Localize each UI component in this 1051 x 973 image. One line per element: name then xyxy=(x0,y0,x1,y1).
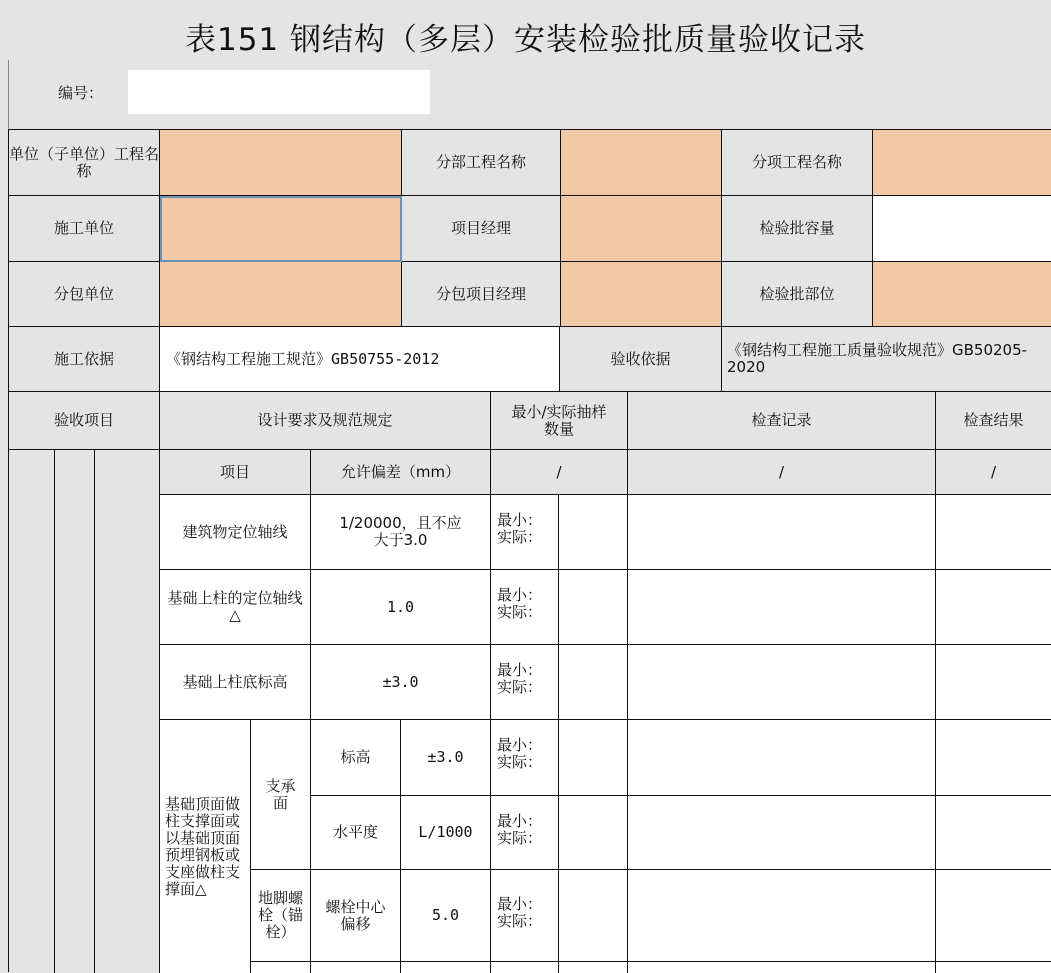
row-sample-field[interactable] xyxy=(559,645,628,720)
subheader-tolerance: 允许偏差（mm） xyxy=(311,450,491,495)
anchor-next-cell xyxy=(251,962,311,973)
next-row-cell xyxy=(628,962,936,973)
row-sample-field[interactable] xyxy=(559,570,628,645)
subheader-sample-slash: / xyxy=(491,450,628,495)
row-tolerance: 1/20000，且不应大于3.0 xyxy=(311,495,491,570)
anchor-label: 地脚螺栓（锚栓） xyxy=(251,870,311,962)
result-label: 检查结果 xyxy=(936,392,1051,450)
subrow-record-field[interactable] xyxy=(628,796,936,870)
control-column xyxy=(55,450,95,973)
subrow-sample-field[interactable] xyxy=(559,870,628,962)
subheader-record-slash: / xyxy=(628,450,936,495)
next-row-cell xyxy=(311,962,401,973)
subrow-sample-label xyxy=(491,720,559,796)
row-item: 基础上柱的定位轴线△ xyxy=(160,570,311,645)
row-sample-label xyxy=(491,570,559,645)
row-item: 建筑物定位轴线 xyxy=(160,495,311,570)
page-title: 表151 钢结构（多层）安装检验批质量验收记录 xyxy=(184,22,867,58)
subrow-name: 螺栓中心偏移 xyxy=(311,870,401,962)
subrow-sample-field[interactable] xyxy=(559,796,628,870)
sub-pm-field[interactable] xyxy=(561,262,722,327)
subdivision-field[interactable] xyxy=(561,130,722,196)
row-record-field[interactable] xyxy=(628,645,936,720)
sub-pm-label: 分包项目经理 xyxy=(402,262,561,327)
code-field[interactable] xyxy=(128,70,430,114)
subrow-sample-field[interactable] xyxy=(559,720,628,796)
record-label: 检查记录 xyxy=(628,392,936,450)
subrow-name: 标高 xyxy=(311,720,401,796)
actual-label: 实际： xyxy=(497,753,543,771)
row-sample-label xyxy=(491,645,559,720)
subheader-result-slash: / xyxy=(936,450,1051,495)
actual-label: 实际： xyxy=(497,528,543,546)
subrow-tolerance: ±3.0 xyxy=(401,720,491,796)
acceptance-basis-label: 验收依据 xyxy=(560,327,722,392)
subdivision-label: 分部工程名称 xyxy=(402,130,561,196)
subitem-label: 分项工程名称 xyxy=(722,130,873,196)
unit-name-field[interactable] xyxy=(160,130,402,196)
part-label: 检验批部位 xyxy=(722,262,873,327)
project-manager-label: 项目经理 xyxy=(402,196,561,262)
subrow-result-field[interactable] xyxy=(936,870,1051,962)
basis-value[interactable]: 《钢结构工程施工规范》GB50755-2012 xyxy=(160,327,560,392)
subrow-name: 水平度 xyxy=(311,796,401,870)
subitem-field[interactable] xyxy=(873,130,1051,196)
inspection-table xyxy=(8,129,1051,972)
capacity-field[interactable] xyxy=(873,196,1051,262)
category-column xyxy=(9,450,55,973)
capacity-label: 检验批容量 xyxy=(722,196,873,262)
subcontractor-field[interactable] xyxy=(160,262,402,327)
row-tolerance: 1.0 xyxy=(311,570,491,645)
next-row-cell xyxy=(401,962,491,973)
next-row-cell xyxy=(491,962,559,973)
acceptance-basis-value[interactable]: 《钢结构工程施工质量验收规范》GB50205-2020 xyxy=(722,327,1051,392)
next-row-cell xyxy=(559,962,628,973)
subrow-tolerance: L/1000 xyxy=(401,796,491,870)
min-label: 最小： xyxy=(497,511,543,529)
subrow-tolerance: 5.0 xyxy=(401,870,491,962)
clause-column xyxy=(95,450,160,973)
min-label: 最小： xyxy=(497,586,543,604)
actual-label: 实际： xyxy=(497,678,543,696)
subrow-result-field[interactable] xyxy=(936,720,1051,796)
row-record-field[interactable] xyxy=(628,570,936,645)
row-item: 基础上柱底标高 xyxy=(160,645,311,720)
actual-label: 实际： xyxy=(497,912,543,930)
min-label: 最小： xyxy=(497,736,543,754)
subheader-item: 项目 xyxy=(160,450,311,495)
support-face-label: 支承面 xyxy=(251,720,311,870)
row-record-field[interactable] xyxy=(628,495,936,570)
subrow-sample-label xyxy=(491,796,559,870)
actual-label: 实际： xyxy=(497,603,543,621)
row-tolerance: ±3.0 xyxy=(311,645,491,720)
row-result-field[interactable] xyxy=(936,645,1051,720)
subrow-record-field[interactable] xyxy=(628,870,936,962)
subcontractor-label: 分包单位 xyxy=(9,262,160,327)
min-label: 最小： xyxy=(497,812,543,830)
row-sample-label xyxy=(491,495,559,570)
row-sample-field[interactable] xyxy=(559,495,628,570)
min-label: 最小： xyxy=(497,661,543,679)
unit-name-label: 单位（子单位）工程名称 xyxy=(9,130,160,196)
row-result-field[interactable] xyxy=(936,495,1051,570)
subrow-sample-label xyxy=(491,870,559,962)
project-manager-field[interactable] xyxy=(561,196,722,262)
part-field[interactable] xyxy=(873,262,1051,327)
subrow-result-field[interactable] xyxy=(936,796,1051,870)
row-result-field[interactable] xyxy=(936,570,1051,645)
design-req-label: 设计要求及规范规定 xyxy=(160,392,491,450)
sample-label: 最小/实际抽样数量 xyxy=(491,392,628,450)
basis-label: 施工依据 xyxy=(9,327,160,392)
code-label: 编号： xyxy=(58,84,104,102)
actual-label: 实际： xyxy=(497,829,543,847)
subrow-record-field[interactable] xyxy=(628,720,936,796)
contractor-field[interactable] xyxy=(160,196,402,262)
contractor-label: 施工单位 xyxy=(9,196,160,262)
items-label: 验收项目 xyxy=(9,392,160,450)
group-label: 基础顶面做柱支撑面或以基础顶面预埋钢板或支座做柱支撑面△ xyxy=(160,720,251,973)
next-row-cell xyxy=(936,962,1051,973)
min-label: 最小： xyxy=(497,895,543,913)
